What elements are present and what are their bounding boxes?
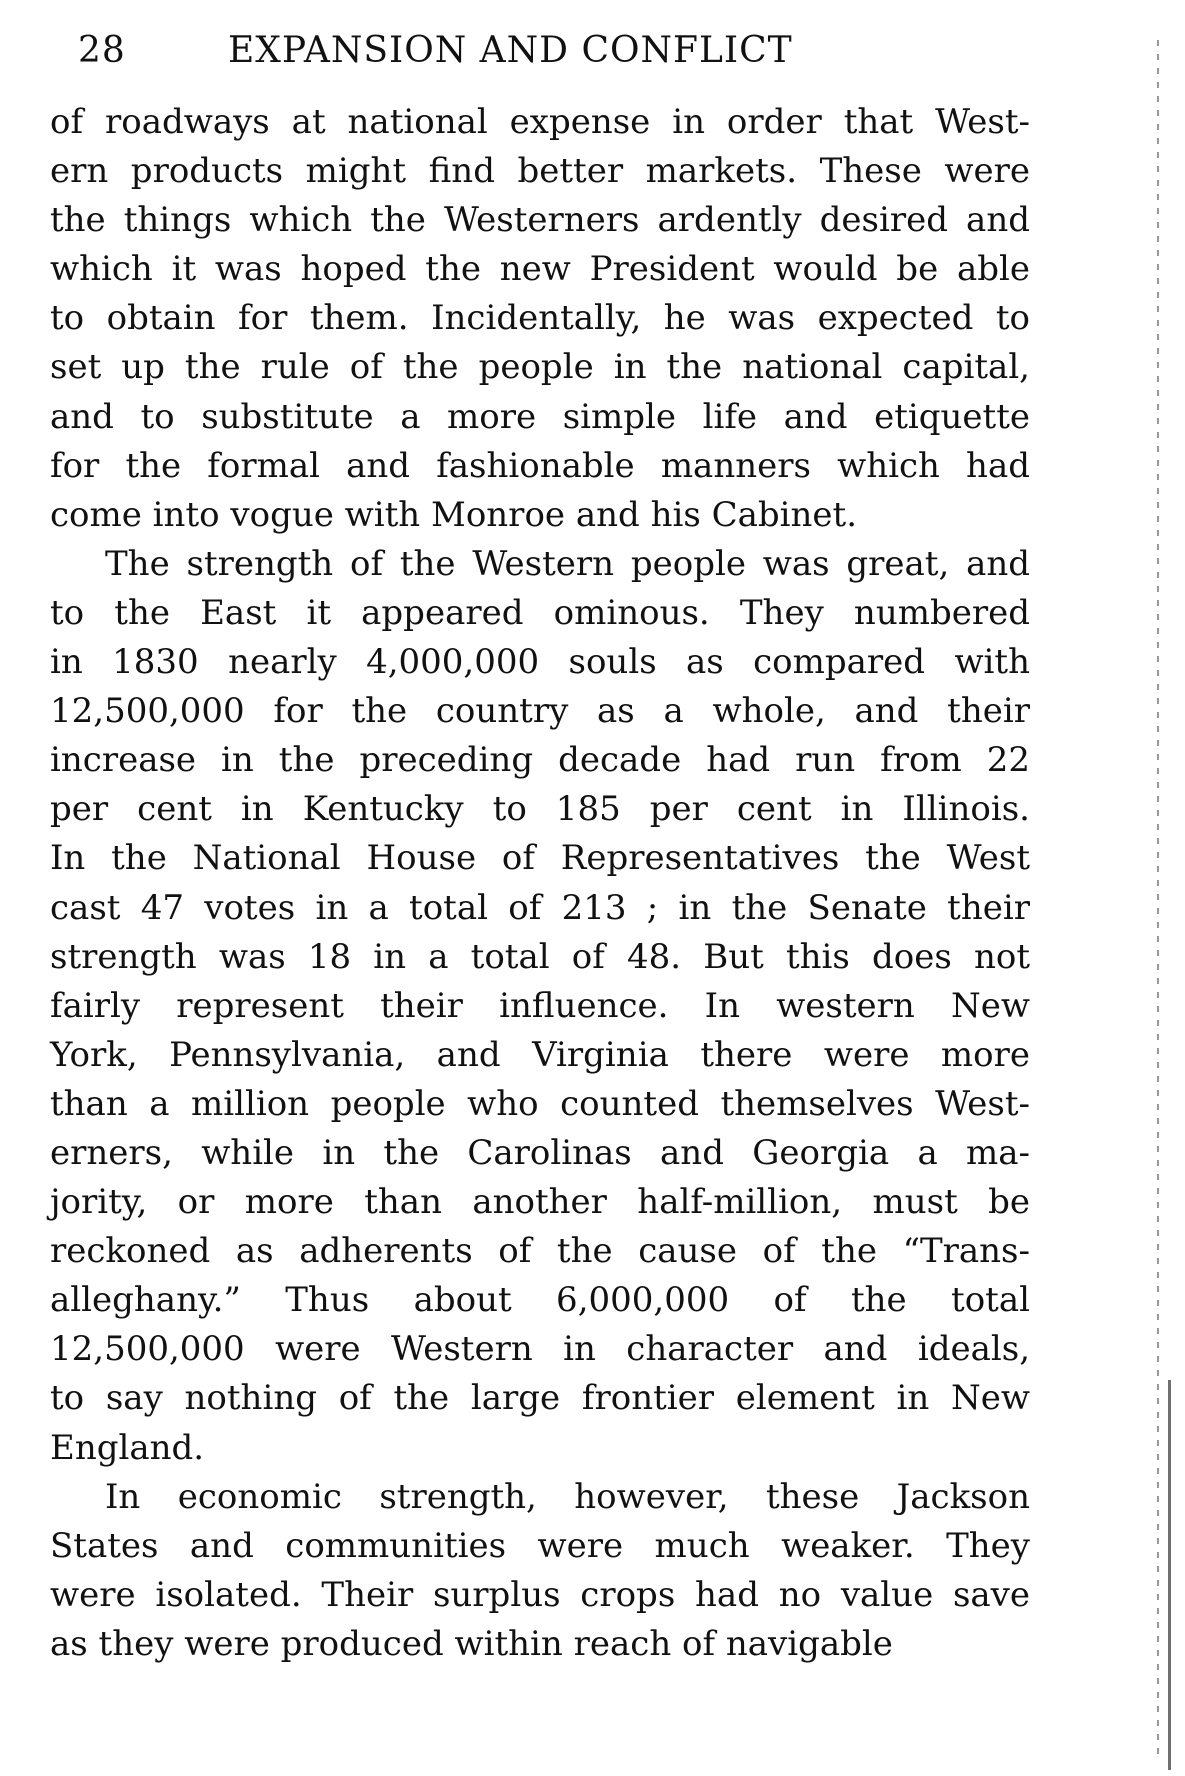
text-line: In the National House of Representatives the West — [50, 838, 1030, 879]
text-line: reckoned as adherents of the cause of the “Trans- — [50, 1231, 1030, 1272]
text-line: to the East it appeared ominous. They numbered — [50, 592, 1030, 633]
text-line: alleghany.” Thus about 6,000,000 of the total — [50, 1280, 1030, 1321]
text-line: England. — [50, 1427, 205, 1468]
text-line: set up the rule of the people in the national capital, — [50, 347, 1030, 388]
text-line: the things which the Westerners ardently desired and — [50, 200, 1030, 241]
text-line: jority, or more than another half-million, must be — [50, 1182, 1030, 1223]
text-line: than a million people who counted themselves West- — [50, 1083, 1030, 1124]
text-line: erners, while in the Carolinas and Georgia a ma- — [50, 1132, 1030, 1173]
text-line: ern products might find better markets. These were — [50, 151, 1030, 192]
text-line: The strength of the Western people was great, and — [105, 543, 1030, 584]
text-line: 12,500,000 for the country as a whole, and their — [50, 691, 1030, 732]
text-line: as they were produced within reach of navigable — [50, 1623, 893, 1664]
text-line: strength was 18 in a total of 48. But this does not — [50, 936, 1030, 977]
page-edge-shadow — [1168, 1380, 1171, 1770]
text-line: States and communities were much weaker. They — [50, 1525, 1030, 1566]
text-line: increase in the preceding decade had run from 22 — [50, 740, 1030, 781]
text-line: in 1830 nearly 4,000,000 souls as compared with — [50, 642, 1030, 683]
text-line: come into vogue with Monroe and his Cabinet. — [50, 494, 858, 535]
text-line: fairly represent their influence. In western New — [50, 985, 1030, 1026]
text-line: were isolated. Their surplus crops had no value save — [50, 1574, 1030, 1615]
text-line: of roadways at national expense in order that West- — [50, 102, 1030, 142]
text-line: and to substitute a more simple life and etiquette — [50, 396, 1030, 437]
text-line: which it was hoped the new President would be able — [50, 249, 1030, 290]
body-text — [50, 98, 1030, 1669]
text-line: for the formal and fashionable manners which had — [50, 445, 1030, 486]
page-header — [78, 30, 898, 80]
text-line: In economic strength, however, these Jackson — [105, 1476, 1030, 1517]
running-head: EXPANSION AND CONFLICT — [228, 30, 793, 71]
text-line: per cent in Kentucky to 185 per cent in Illinois. — [50, 789, 1030, 830]
text-line: cast 47 votes in a total of 213 ; in the Senate their — [50, 887, 1030, 928]
paragraph — [50, 1473, 1030, 1669]
paragraph — [50, 98, 1030, 540]
text-line: 12,500,000 were Western in character and ideals, — [50, 1329, 1030, 1370]
page-number: 28 — [78, 30, 126, 71]
text-line: York, Pennsylvania, and Virginia there were more — [50, 1034, 1030, 1075]
text-line: to say nothing of the large frontier element in New — [50, 1378, 1030, 1419]
paragraph — [50, 540, 1030, 1473]
page-edge-mark — [1157, 40, 1159, 1760]
text-line: to obtain for them. Incidentally, he was expected to — [50, 298, 1030, 339]
